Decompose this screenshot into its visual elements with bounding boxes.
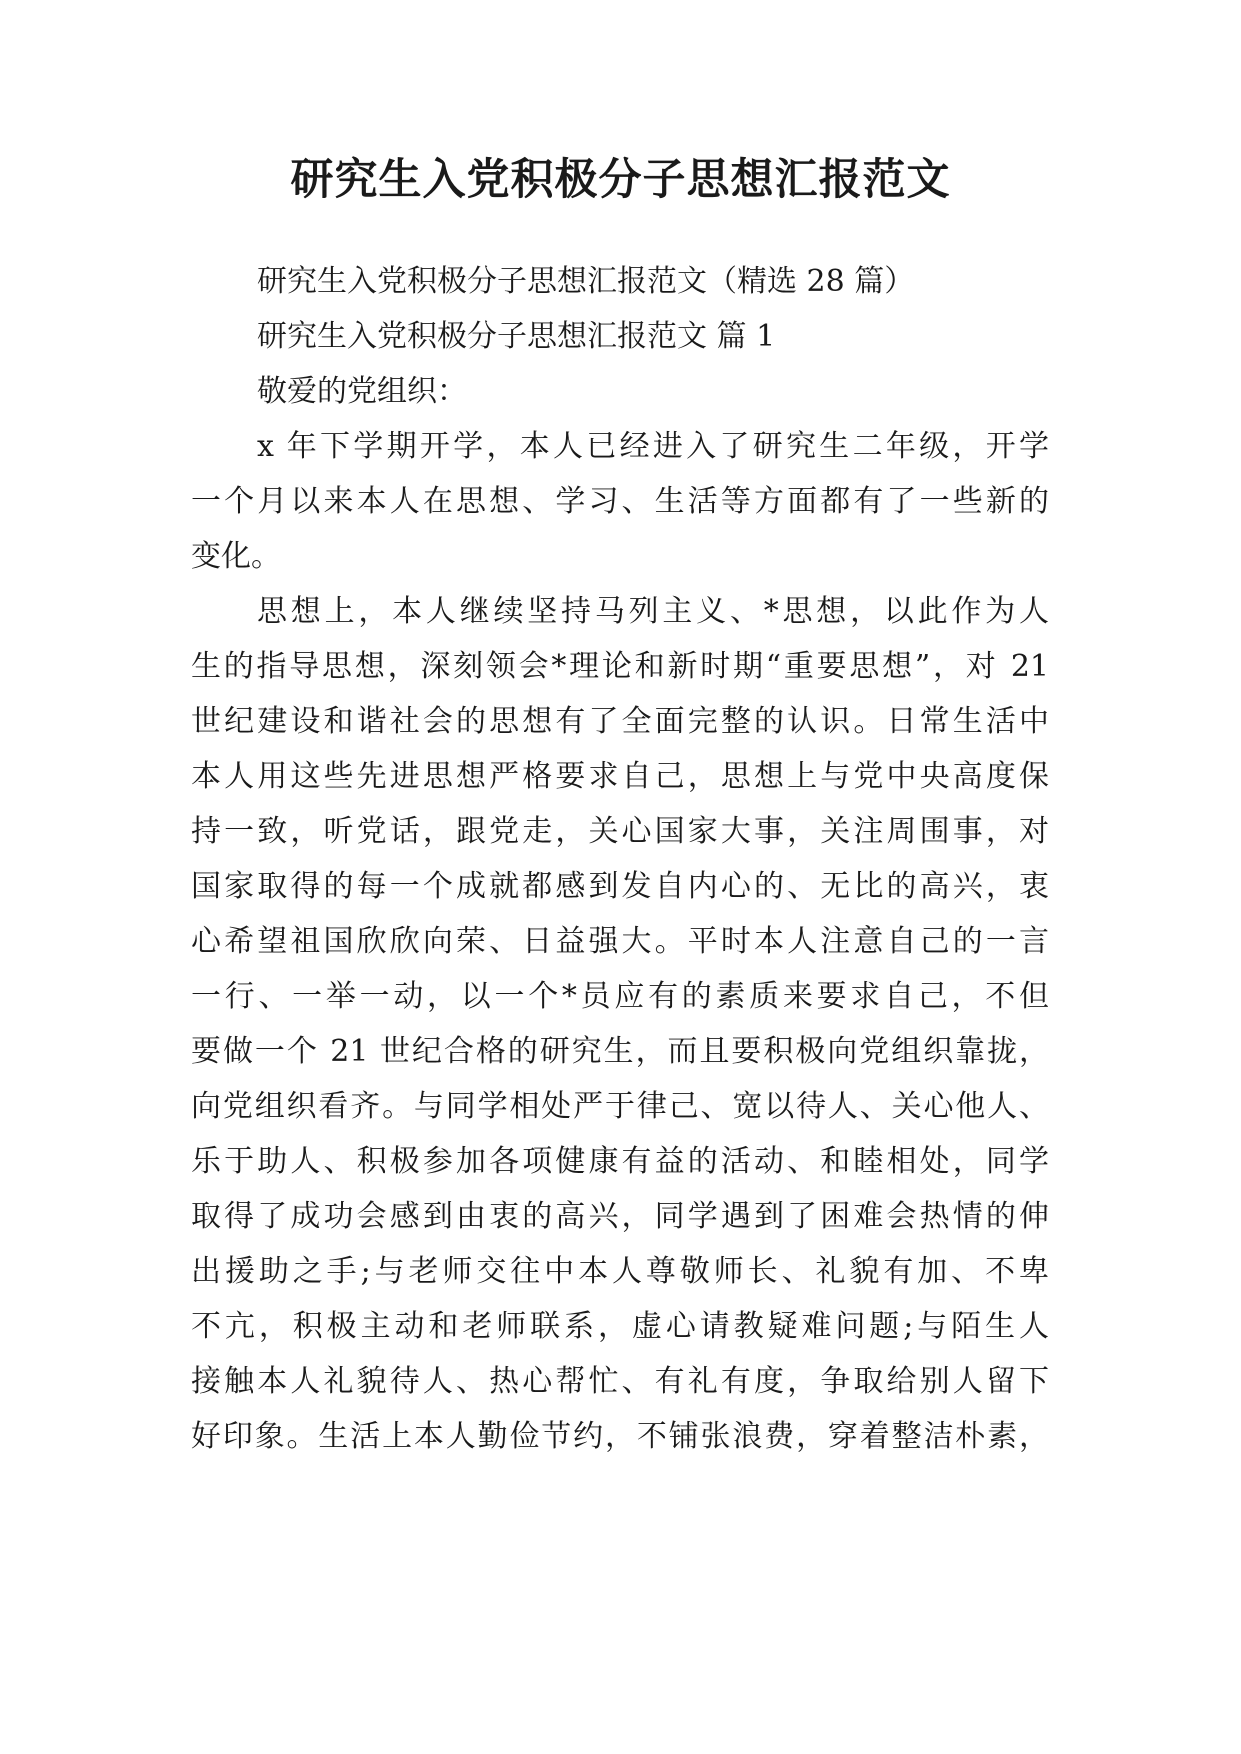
paragraph-line: 心希望祖国欣欣向荣、日益强大。平时本人注意自己的一言 bbox=[191, 924, 1049, 959]
paragraph-line: 变化。 bbox=[191, 539, 281, 574]
paragraph-line: 要做一个 21 世纪合格的研究生，而且要积极向党组织靠拢， bbox=[191, 1034, 1049, 1069]
paragraph-line: 生的指导思想，深刻领会*理论和新时期“重要思想”，对 21 bbox=[191, 649, 1049, 684]
paragraph-line: 乐于助人、积极参加各项健康有益的活动、和睦相处，同学 bbox=[191, 1144, 1049, 1179]
paragraph-line: 好印象。生活上本人勤俭节约，不铺张浪费，穿着整洁朴素， bbox=[191, 1419, 1049, 1454]
paragraph-line: 持一致，听党话，跟党走，关心国家大事，关注周围事，对 bbox=[191, 814, 1049, 849]
document-subtitle: 研究生入党积极分子思想汇报范文（精选 28 篇） bbox=[257, 264, 915, 299]
paragraph-line: 本人用这些先进思想严格要求自己，思想上与党中央高度保 bbox=[191, 759, 1049, 794]
document-title: 研究生入党积极分子思想汇报范文 bbox=[290, 155, 951, 205]
paragraph-line: x 年下学期开学，本人已经进入了研究生二年级，开学 bbox=[257, 429, 1049, 464]
paragraph-line: 不亢，积极主动和老师联系，虚心请教疑难问题;与陌生人 bbox=[191, 1309, 1049, 1344]
paragraph-line: 出援助之手;与老师交往中本人尊敬师长、礼貌有加、不卑 bbox=[191, 1254, 1049, 1289]
paragraph-line: 向党组织看齐。与同学相处严于律己、宽以待人、关心他人、 bbox=[191, 1089, 1049, 1124]
section-heading: 研究生入党积极分子思想汇报范文 篇 1 bbox=[257, 319, 776, 354]
paragraph-line: 取得了成功会感到由衷的高兴，同学遇到了困难会热情的伸 bbox=[191, 1199, 1049, 1234]
salutation: 敬爱的党组织： bbox=[257, 374, 467, 409]
paragraph-line: 国家取得的每一个成就都感到发自内心的、无比的高兴，衷 bbox=[191, 869, 1049, 904]
paragraph-line: 一行、一举一动，以一个*员应有的素质来要求自己，不但 bbox=[191, 979, 1049, 1014]
paragraph-line: 世纪建设和谐社会的思想有了全面完整的认识。日常生活中 bbox=[191, 704, 1049, 739]
paragraph-line: 一个月以来本人在思想、学习、生活等方面都有了一些新的 bbox=[191, 484, 1049, 519]
paragraph-line: 思想上，本人继续坚持马列主义、*思想，以此作为人 bbox=[257, 594, 1049, 629]
paragraph-line: 接触本人礼貌待人、热心帮忙、有礼有度，争取给别人留下 bbox=[191, 1364, 1049, 1399]
